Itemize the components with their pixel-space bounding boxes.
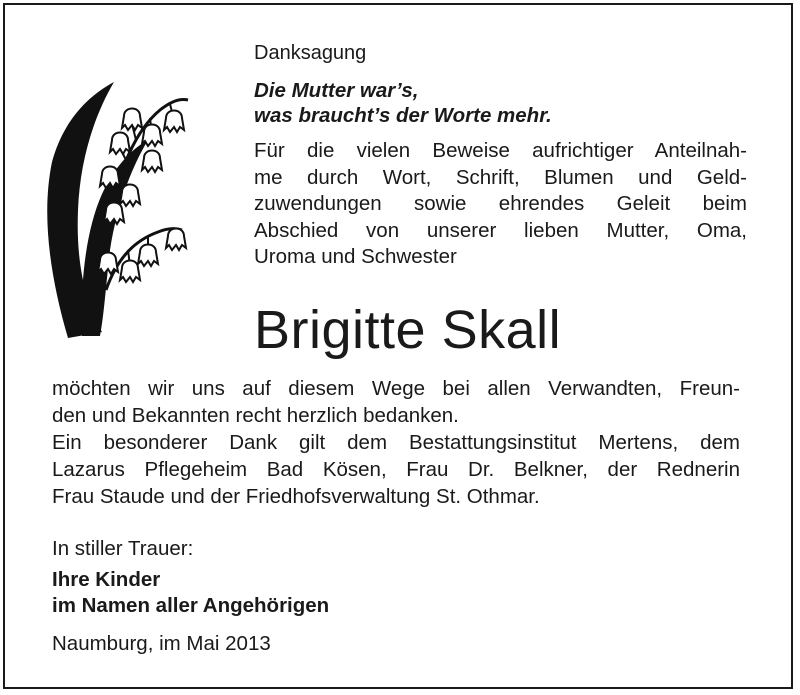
body-line: möchten wir uns auf diesem Wege bei allen Verwandten, Freun-: [52, 377, 740, 400]
mourning-phrase: In stiller Trauer:: [52, 537, 194, 560]
intro-line: Abschied von unserer lieben Mutter, Oma,: [254, 218, 747, 242]
body-line: Frau Staude und der Friedhofsverwaltung St. Othmar.: [52, 485, 540, 508]
body-line: den und Bekannten recht herzlich bedanken.: [52, 404, 459, 427]
signer-line: Ihre Kinder: [52, 568, 161, 591]
quote-line: Die Mutter war’s,: [254, 79, 419, 102]
intro-line: zuwendungen sowie ehrendes Geleit beim: [254, 192, 747, 215]
notice-header: [254, 40, 754, 271]
quote: [254, 78, 754, 128]
notice-label: Danksagung: [254, 42, 367, 64]
signoff: [52, 535, 552, 657]
deceased-name: Brigitte Skall: [254, 300, 562, 360]
body-line: Ein besonderer Dank gilt dem Bestattungsinstitut Mertens, dem: [52, 431, 740, 454]
lily-of-the-valley-icon: [40, 70, 200, 340]
intro-paragraph: [254, 138, 747, 271]
intro-line: Uroma und Schwester: [254, 245, 457, 268]
place-date: Naumburg, im Mai 2013: [52, 632, 271, 655]
signer-line: im Namen aller Angehörigen: [52, 594, 330, 617]
intro-line: me durch Wort, Schrift, Blumen und Geld-: [254, 165, 747, 189]
body-line: Lazarus Pflegeheim Bad Kösen, Frau Dr. Belkner, der Rednerin: [52, 458, 740, 481]
quote-line: was braucht’s der Worte mehr.: [254, 104, 552, 127]
body-paragraph: [52, 375, 740, 510]
intro-line: Für die vielen Beweise aufrichtiger Anteilnah-: [254, 139, 747, 162]
